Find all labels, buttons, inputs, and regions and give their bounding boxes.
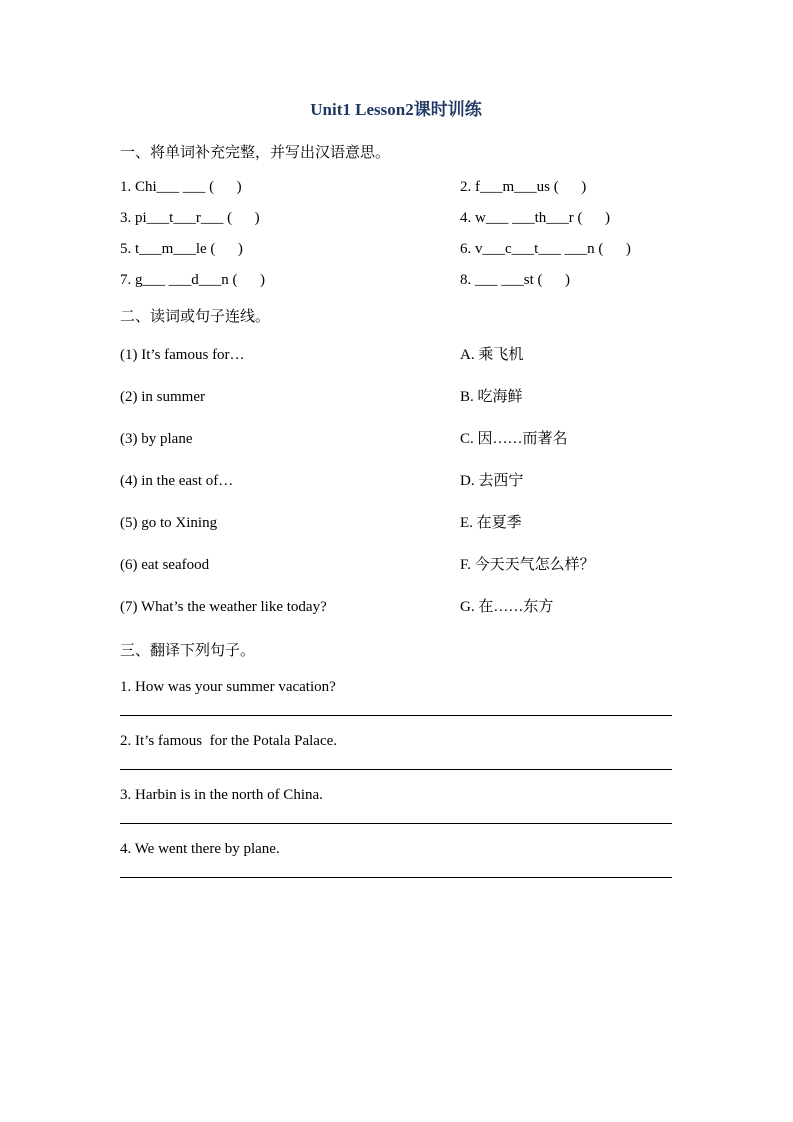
- match-left-item-4: (4) in the east of…: [120, 473, 234, 489]
- match-row-4: [120, 472, 672, 491]
- translation-item-2: [120, 732, 672, 770]
- match-right-item-e: E. 在夏季: [460, 515, 522, 531]
- page-title: Unit1 Lesson2课时训练: [310, 100, 482, 119]
- match-left-item-5: (5) go to Xining: [120, 515, 218, 531]
- section3-heading: 三、翻译下列句子。: [120, 643, 256, 659]
- fill-blank-item-6: 6. v___c___t___ ___n ( ): [460, 241, 631, 257]
- match-left-item-6: (6) eat seafood: [120, 557, 210, 573]
- match-right-item-f: F. 今天天气怎么样？: [460, 557, 595, 573]
- fill-blank-item-4: 4. w___ ___th___r ( ): [460, 210, 610, 226]
- translation-sentence-4: 4. We went there by plane.: [120, 841, 280, 857]
- translation-sentence-1: 1. How was your summer vacation?: [120, 679, 336, 695]
- match-row-5: [120, 514, 672, 533]
- section-translation: [120, 640, 672, 878]
- answer-line-2: [120, 769, 672, 770]
- match-row-1: [120, 346, 672, 365]
- match-row-3: [120, 430, 672, 449]
- matching-rows: [120, 346, 672, 617]
- match-row-7: [120, 598, 672, 617]
- answer-line-4: [120, 877, 672, 878]
- translation-sentence-3: 3. Harbin is in the north of China.: [120, 787, 323, 803]
- answer-line-3: [120, 823, 672, 824]
- fill-blank-item-5: 5. t___m___le ( ): [120, 241, 243, 257]
- match-right-item-c: C. 因……而著名: [460, 431, 568, 447]
- match-row-6: [120, 556, 672, 575]
- fill-blank-item-3: 3. pi___t___r___ ( ): [120, 210, 260, 226]
- translation-item-3: [120, 786, 672, 824]
- match-left-item-7: (7) What’s the weather like today?: [120, 599, 327, 615]
- translation-item-4: [120, 840, 672, 878]
- fill-blank-item-8: 8. ___ ___st ( ): [460, 272, 570, 288]
- match-row-2: [120, 388, 672, 407]
- match-left-item-1: (1) It’s famous for…: [120, 347, 245, 363]
- translation-item-1: [120, 678, 672, 716]
- section1-heading: 一、将单词补充完整，并写出汉语意思。: [120, 145, 391, 161]
- section1-item-grid: [120, 178, 672, 290]
- section2-heading: 二、读词或句子连线。: [120, 309, 271, 325]
- section-fill-in-blanks: [120, 142, 672, 290]
- match-left-item-3: (3) by plane: [120, 431, 193, 447]
- translation-sentence-2: 2. It’s famous for the Potala Palace.: [120, 733, 338, 749]
- fill-blank-item-1: 1. Chi___ ___ ( ): [120, 179, 242, 195]
- answer-line-1: [120, 715, 672, 716]
- match-right-item-d: D. 去西宁: [460, 473, 524, 489]
- match-left-item-2: (2) in summer: [120, 389, 205, 405]
- fill-blank-item-2: 2. f___m___us ( ): [460, 179, 587, 195]
- match-right-item-g: G. 在……东方: [460, 599, 554, 615]
- match-right-item-b: B. 吃海鲜: [460, 389, 523, 405]
- match-right-item-a: A. 乘飞机: [460, 347, 524, 363]
- section-matching: [120, 306, 672, 617]
- fill-blank-item-7: 7. g___ ___d___n ( ): [120, 272, 265, 288]
